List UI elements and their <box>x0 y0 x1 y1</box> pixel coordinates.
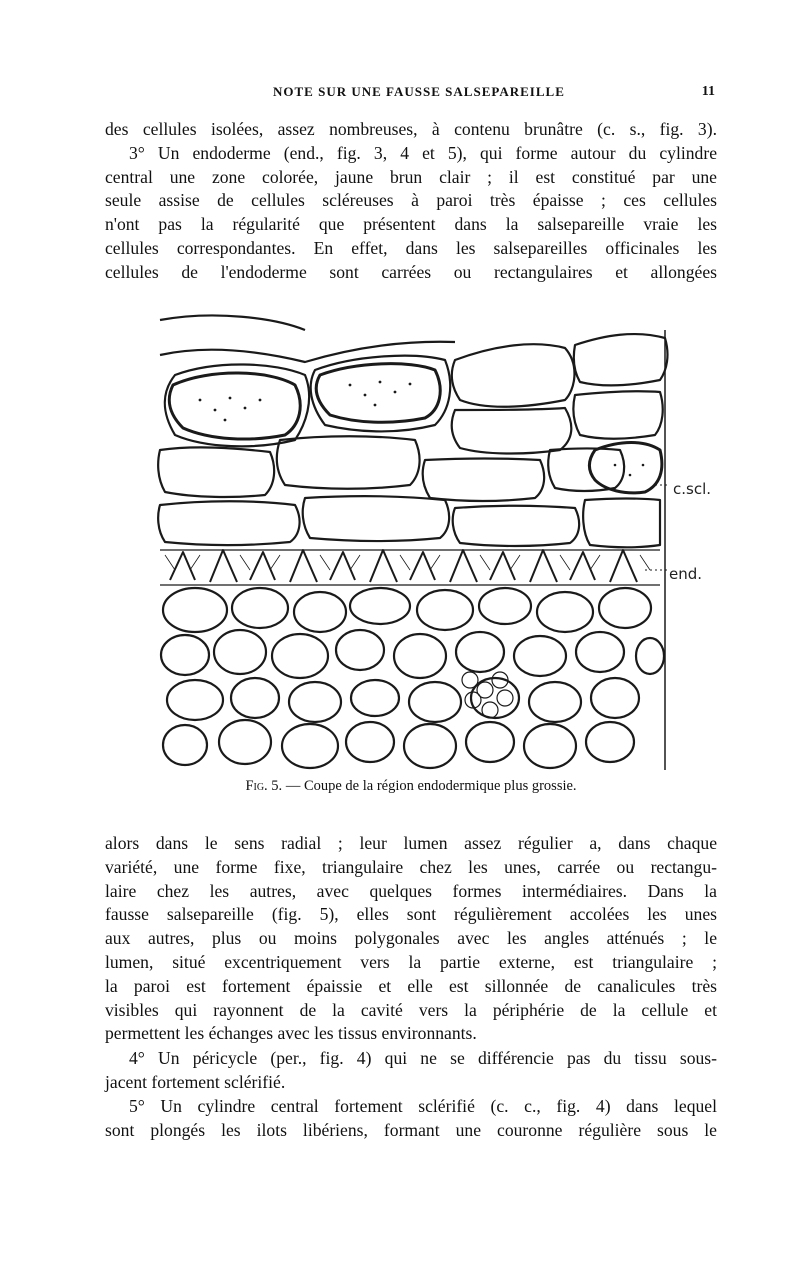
text-line: n'ont pas la régularité que présentent dans la salsepareille vraie les <box>105 214 717 235</box>
text-line: laire chez les autres, avec quelques formes intermédiaires. Dans la <box>105 880 717 901</box>
endoderm-cells <box>160 550 660 585</box>
text-line: aux autres, plus ou moins polygonales avec les angles atténués ; le <box>105 928 717 949</box>
cell-section-drawing <box>155 300 715 770</box>
text-line: 3° Un endoderme (end., fig. 3, 4 et 5), qui forme autour du cylindre <box>129 142 717 163</box>
text-line: variété, une forme fixe, triangulaire chez les unes, carrée ou rectangu- <box>105 856 717 877</box>
text-line: 4° Un péricycle (per., fig. 4) qui ne se différencie pas du tissu sous- <box>129 1048 717 1068</box>
text-line: permettent les échanges avec les tissus environnants. <box>105 1023 477 1044</box>
cortex-cells <box>158 315 667 547</box>
text-line: 5° Un cylindre central fortement sclérifié (c. c., fig. 4) dans lequel <box>129 1096 717 1116</box>
paragraph-endoderme <box>105 118 717 285</box>
text-line: lumen, situé excentriquement vers la partie externe, est triangulaire ; <box>105 951 717 972</box>
figure-5-illustration <box>155 300 715 770</box>
text-line: la paroi est fortement épaissie et elle est sillonnée de canalicules très <box>105 975 717 996</box>
text-line: cellules de l'endoderme sont carrées ou rectangulaires et allongées <box>105 261 717 282</box>
label-c-scl: c.scl. <box>673 480 712 498</box>
text-line: seule assise de cellules scléreuses à paroi très épaisse ; ces cellules <box>105 190 717 211</box>
caption-text: — Coupe de la région endodermique plus grossie. <box>285 778 577 794</box>
paragraph-lumen <box>105 832 717 1046</box>
text-line: cellules correspondantes. En effet, dans les salsepareilles officinales les <box>105 237 717 258</box>
running-head-title: NOTE SUR UNE FAUSSE SALSEPAREILLE <box>273 84 565 99</box>
text-line: fausse salsepareille (fig. 5), elles sont régulièrement accolées les unes <box>105 904 717 925</box>
text-line: visibles qui rayonnent de la cavité vers la périphérie de la cellule et <box>105 999 717 1020</box>
text-line: alors dans le sens radial ; leur lumen assez régulier a, dans chaque <box>105 833 717 853</box>
page-number: 11 <box>701 84 715 99</box>
text-line: central une zone colorée, jaune brun clair ; il est constitué par une <box>105 166 717 187</box>
text-line: jacent fortement sclérifié. <box>105 1071 286 1092</box>
paragraph-cylindre <box>105 1095 717 1143</box>
running-head <box>105 84 715 106</box>
pericycle-cells <box>161 588 664 768</box>
figure-caption <box>105 778 717 795</box>
paragraph-pericycle <box>105 1047 717 1095</box>
text-line: des cellules isolées, assez nombreuses, à contenu brunâtre (c. s., fig. 3). <box>105 119 717 139</box>
label-end: end. <box>669 565 703 583</box>
caption-figure-number: Fig. 5. <box>245 778 283 794</box>
text-line: sont plongés les ilots libériens, formant une couronne régulière sous le <box>105 1119 717 1140</box>
